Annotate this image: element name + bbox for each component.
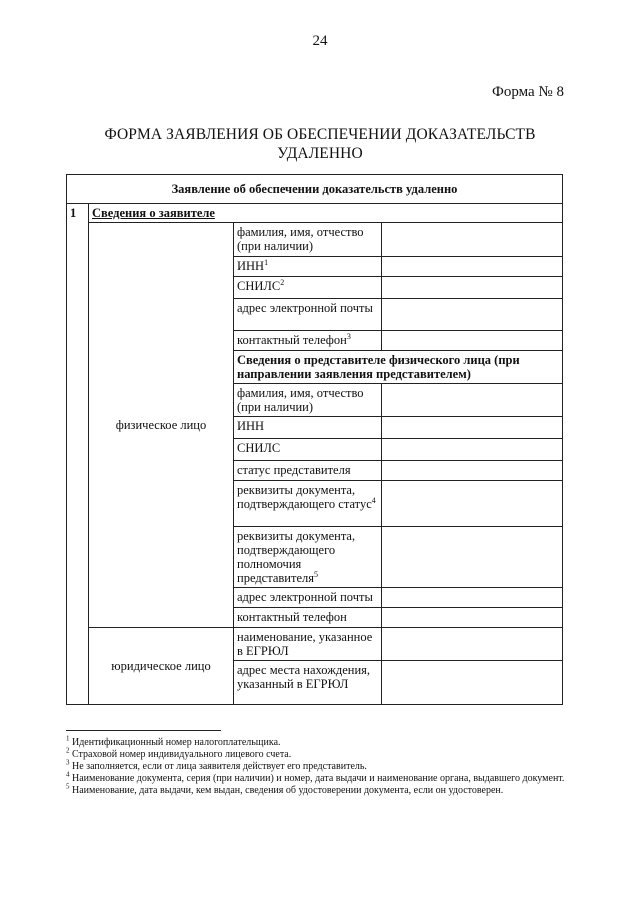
field-value-rep-inn[interactable] [382,417,563,439]
title-line-1: ФОРМА ЗАЯВЛЕНИЯ ОБ ОБЕСПЕЧЕНИИ ДОКАЗАТЕЛЬСТВ [104,126,536,143]
field-label-full-name: фамилия, имя, отчество (при наличии) [234,223,382,257]
field-label-rep-inn: ИНН [234,417,382,439]
individual-label: физическое лицо [89,223,234,628]
footnote-3: $^3$ Не заполняется, если от лица заявителя действует его представитель. [66,758,367,772]
title-line-2: УДАЛЕННО [277,145,363,162]
section-number: 1 [67,204,89,705]
footnote-mark: 5 [313,569,318,579]
section-title: Сведения о заявителе [89,204,563,223]
field-value-rep-email[interactable] [382,588,563,608]
footnotes [66,734,566,797]
footnote-mark: 4 [371,495,376,505]
representative-section-header: Сведения о представителе физического лица (при направлении заявления представителем) [234,351,563,384]
field-value-inn[interactable] [382,257,563,277]
field-value-rep-full-name[interactable] [382,384,563,417]
field-value-rep-snils[interactable] [382,439,563,461]
page-number: 24 [312,33,328,49]
field-label-rep-email: адрес электронной почты [234,588,382,608]
field-label-rep-full-name: фамилия, имя, отчество (при наличии) [234,384,382,417]
footnote-mark: 3 [346,331,351,341]
field-value-rep-phone[interactable] [382,608,563,628]
field-value-rep-status[interactable] [382,461,563,481]
field-value-org-name[interactable] [382,628,563,661]
table-header: Заявление об обеспечении доказательств удаленно [67,175,563,204]
footnote-5: $^5$ Наименование, дата выдачи, кем выдан, сведения об удостоверении документа, если он удостоверен. [66,782,504,796]
field-value-org-address[interactable] [382,661,563,705]
field-value-email[interactable] [382,299,563,331]
field-value-rep-authority-doc[interactable] [382,527,563,588]
footnote-mark: 2 [280,277,285,287]
field-value-rep-status-doc[interactable] [382,481,563,527]
footnote-divider [66,730,221,731]
document-title [60,125,580,163]
footnote-mark: 1 [264,257,269,267]
field-label-org-address: адрес места нахождения, указанный в ЕГРЮЛ [234,661,382,705]
legal-entity-label: юридическое лицо [89,628,234,705]
field-label-phone: контактный телефон$^3$ [234,331,382,351]
field-label-org-name: наименование, указанное в ЕГРЮЛ [234,628,382,661]
field-label-rep-authority-doc: реквизиты документа, подтверждающего полномочия представителя$^5$ [234,527,382,588]
form-number: Форма № 8 [492,84,564,100]
field-label-rep-snils: СНИЛС [234,439,382,461]
application-form-table [66,174,563,705]
field-label-rep-status-doc: реквизиты документа, подтверждающего статус$^4$ [234,481,382,527]
field-label-rep-status: статус представителя [234,461,382,481]
field-label-rep-phone: контактный телефон [234,608,382,628]
field-value-full-name[interactable] [382,223,563,257]
footnote-1: $^1$ Идентификационный номер налогоплательщика. [66,734,281,748]
field-label-email: адрес электронной почты [234,299,382,331]
footnote-4: $^4$ Наименование документа, серия (при наличии) и номер, дата выдачи и наименование органа, выдавшего документ. [66,770,565,784]
footnote-2: $^2$ Страховой номер индивидуального лицевого счета. [66,746,292,760]
field-value-phone[interactable] [382,331,563,351]
field-label-inn: ИНН$^1$ [234,257,382,277]
field-label-snils: СНИЛС$^2$ [234,277,382,299]
field-value-snils[interactable] [382,277,563,299]
